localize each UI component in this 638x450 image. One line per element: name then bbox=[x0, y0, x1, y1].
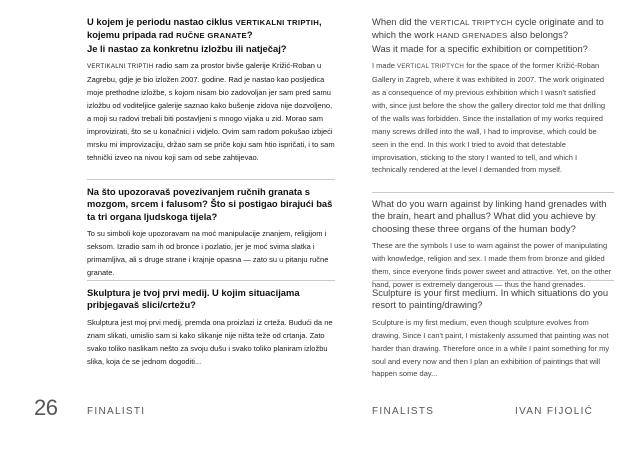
section-english-2 bbox=[372, 198, 612, 292]
page-number: 26 bbox=[34, 395, 58, 420]
footer-label-croatian: FINALISTI bbox=[87, 406, 146, 417]
divider bbox=[87, 280, 335, 281]
answer-english-2: These are the symbols I use to warn against the power of manipulating with knowledge, religion and sex. I made them from bronze and gilded them, since everyone finds power sweet and attractive. Yet, on the other hand, power is extremely dangerous — thus the hand grenades. bbox=[372, 241, 612, 289]
divider bbox=[87, 179, 335, 180]
section-english-3 bbox=[372, 287, 612, 381]
question-croatian-1: U kojem je periodu nastao ciklus VERTIKALNI TRIPTIH, kojemu pripada rad RUČNE GRANATE? Je li nastao za konkretnu izložbu ili natječaj? bbox=[87, 16, 322, 54]
answer-croatian-3: Skulptura jest moj prvi medij, premda ona proizlazi iz crteža. Budući da ne znam slikati, umislio sam si kako slikanje nije ništa teže od crtanja. Zato svako toliko naslikam nešto za svoju dušu i svako toliko planiram izložbu slika, koja će se jednom dogoditi... bbox=[87, 317, 333, 366]
section-english-1 bbox=[372, 16, 612, 177]
question-croatian-2: Na što upozoravaš povezivanjem ručnih granata s mozgom, srcem i falusom? Što si postigao birajući baš ta tri organa ljudskoga tijela? bbox=[87, 186, 333, 222]
artist-name: IVAN FIJOLIĆ bbox=[515, 406, 594, 417]
section-croatian-2 bbox=[87, 186, 337, 280]
question-english-3: Sculpture is your first medium. In which situations do you resort to painting/drawing? bbox=[372, 287, 609, 311]
answer-english-3: Sculpture is my first medium, even though sculpture evolves from drawing. Since I can't paint, I mistakenly assumed that painting was not harder than drawing. Therefore once in a while I paint something for my soul and every now and then I plan an exhibition of paintings that will happen some day... bbox=[372, 317, 610, 379]
answer-croatian-2: To su simboli koje upozoravam na moć manipulacije znanjem, religijom i seksom. Izradio sam ih od bronce i pozlatio, jer je moć svima slatka i primamljiva, ali s druge strane i krajnje opasna — zato su u pitanju ručne granate. bbox=[87, 229, 329, 277]
divider bbox=[372, 192, 614, 193]
divider bbox=[372, 280, 614, 281]
section-croatian-1 bbox=[87, 16, 337, 164]
answer-croatian-1: VERTIKALNI TRIPTIH radio sam za prostor bivše galerije Križić-Roban u Zagrebu, gdje je bio izložen 2007. godine. Rad je nastao kao posljedica moje prethodne izložbe, s kojom nisam bio zadovoljan jer sam pred samu izložbu od voditeljice galerije saznao kako bušenje zidova nije dozvoljeno, a moji su radovi trebali biti postavljeni s mnogo vijaka u zid. Morao sam improvizirati, što se u konačnici i vidjelo. Ovim sam radom pokušao izbjeći mrsku mi improvizaciju, držao sam se priče koju sam htio ispričati, i to sam tehnički izveo na nivou koji sam od sebe zahtijevao. bbox=[87, 61, 335, 162]
question-english-2: What do you warn against by linking hand grenades with the brain, heart and phallus? What did you achieve by choosing these three organs of the human body? bbox=[372, 198, 607, 234]
question-english-1: When did the VERTICAL TRIPTYCH cycle originate and to which the work HAND GRENADES also belongs? Was it made for a specific exhibition or competition? bbox=[372, 16, 604, 54]
question-croatian-3: Skulptura je tvoj prvi medij. U kojim situacijama pribjegavaš slici/crtežu? bbox=[87, 287, 300, 311]
answer-english-1: I made VERTICAL TRIPTYCH for the space of the former Križić-Roban Gallery in Zagreb, where it was exhibited in 2007. The work originated as a consequence of my previous exhibition which I wasn't satisfied with, since just before the show the gallery director told me that drilling of the walls was forbidden. Since the installation of my works required many screws drilled into the wall, I had to improvise, which could be seen in the end. In this work I tried to avoid that detestable improvisation, sticking to the story I wanted to tell, and which I technically rendered at the level I demanded from myself. bbox=[372, 61, 606, 175]
section-croatian-3 bbox=[87, 287, 337, 368]
footer-label-english: FINALISTS bbox=[372, 406, 435, 417]
